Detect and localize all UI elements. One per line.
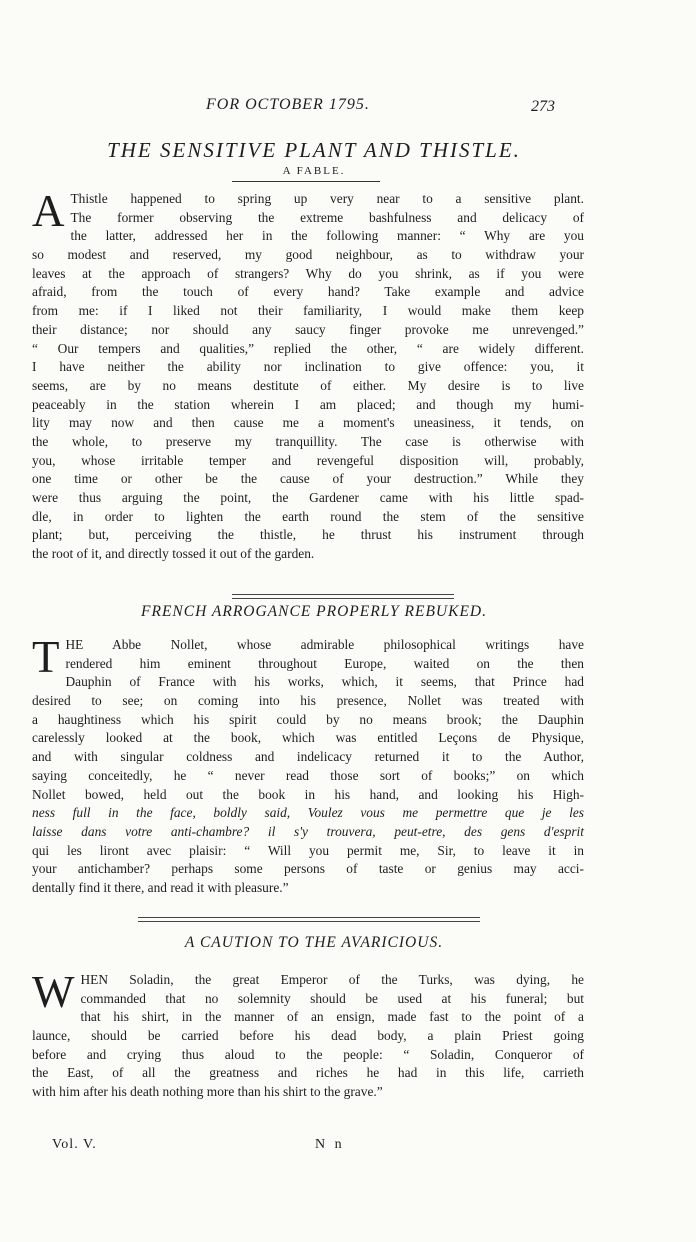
fable-dropcap: A <box>32 186 65 236</box>
fable-line: the root of it, and directly tossed it out of the garden. <box>32 546 315 562</box>
caution-line: launce, should be carried before his dead body, a plain Priest going <box>32 1028 584 1044</box>
arrogance-line: carelessly looked at the book, which was entitled Leçons de Physique, <box>32 730 584 746</box>
section-divider <box>232 594 454 599</box>
fable-line: seems, are by no means destitute of either. My desire is to live <box>32 377 584 393</box>
fable-line: “ Our tempers and qualities,” replied the other, “ are widely different. <box>32 340 584 356</box>
subtitle-rule <box>232 181 380 182</box>
footer-volume: Vol. V. <box>52 1137 97 1152</box>
arrogance-line: and with singular coldness and indelicacy returned it to the Author, <box>32 749 584 765</box>
footer-signature: N n <box>315 1137 345 1152</box>
arrogance-line: ness full in the face, boldly said, Voulez vous me permettre que je les <box>32 805 584 821</box>
fable-line: I have neither the ability nor inclination to give offence: you, it <box>32 359 584 375</box>
caution-line: with him after his death nothing more than his shirt to the grave.” <box>32 1084 383 1100</box>
arrogance-dropcap: T <box>32 632 60 682</box>
fable-line: you, whose irritable temper and revengeful disposition will, probably, <box>32 452 584 468</box>
caution-dropcap: W <box>32 967 75 1017</box>
fable-line: Thistle happened to spring up very near to a sensitive plant. <box>70 191 584 206</box>
fable-line: peaceably in the station wherein I am placed; and though my humi- <box>32 396 584 412</box>
arrogance-line: a haughtiness which his spirit could by no means brook; the Dauphin <box>32 711 584 727</box>
arrogance-line: Nollet bowed, held out the book in his hand, and looking his High- <box>32 786 584 802</box>
fable-line: were thus arguing the point, the Gardener came with his little spad- <box>32 490 584 505</box>
page-number: 273 <box>531 98 555 115</box>
arrogance-line: your antichamber? perhaps some persons of taste or genius may acci- <box>32 861 584 877</box>
running-head: FOR OCTOBER 1795. <box>206 96 370 113</box>
fable-line: plant; but, perceiving the thistle, he thrust his instrument through <box>32 527 584 543</box>
fable-title: THE SENSITIVE PLANT AND THISTLE. <box>107 138 521 162</box>
arrogance-line: saying conceitedly, he “ never read those sort of books;” on which <box>32 767 584 783</box>
fable-line: dle, in order to lighten the earth round the stem of the sensitive <box>32 508 584 524</box>
arrogance-line: qui les liront avec plaisir: “ Will you permit me, Sir, to leave it in <box>32 842 584 858</box>
arrogance-line: dentally find it there, and read it with pleasure.” <box>32 879 289 895</box>
caution-title: A CAUTION TO THE AVARICIOUS. <box>184 934 444 951</box>
section-divider <box>138 917 480 922</box>
caution-line: before and crying thus aloud to the people: “ Soladin, Conqueror of <box>32 1046 584 1062</box>
fable-line: from me: if I liked not their familiarity, I would make them keep <box>32 303 584 319</box>
arrogance-line: Dauphin of France with his works, which, it seems, that Prince had <box>65 674 584 690</box>
fable-body <box>32 186 584 564</box>
caution-line: HEN Soladin, the great Emperor of the Turks, was dying, he <box>80 972 584 987</box>
arrogance-line: HE Abbe Nollet, whose admirable philosophical writings have <box>65 637 584 652</box>
fable-line: leaves at the approach of strangers? Why do you shrink, as if you were <box>32 265 584 281</box>
fable-line: one time or other be the cause of your destruction.” While they <box>32 471 584 487</box>
fable-line: the whole, to preserve my tranquillity. The case is otherwise with <box>32 433 584 449</box>
fable-line: lity may now and then cause me a moment's uneasiness, it tends, on <box>32 415 584 431</box>
caution-line: commanded that no solemnity should be used at his funeral; but <box>80 990 584 1006</box>
arrogance-line: rendered him eminent throughout Europe, waited on the then <box>65 655 584 671</box>
caution-body <box>32 967 584 1102</box>
arrogance-line: laisse dans votre anti-chambre? il s'y trouvera, peut-etre, des gens d'esprit <box>32 823 584 839</box>
fable-line: afraid, from the touch of every hand? Take example and advice <box>32 284 584 300</box>
caution-line: the East, of all the greatness and riches he had in this life, carrieth <box>32 1065 584 1081</box>
fable-subtitle: A FABLE. <box>282 165 346 177</box>
arrogance-line: desired to see; on coming into his presence, Nollet was treated with <box>32 693 584 709</box>
caution-line: that his shirt, in the manner of an ensign, made fast to the point of a <box>80 1009 584 1025</box>
fable-line: so modest and reserved, my good neighbour, as to withdraw your <box>32 247 584 263</box>
fable-line: The former observing the extreme bashfulness and delicacy of <box>70 209 584 225</box>
fable-line: the latter, addressed her in the following manner: “ Why are you <box>70 228 584 244</box>
fable-line: their distance; nor should any saucy finger provoke me unrevenged.” <box>32 321 584 337</box>
arrogance-body <box>32 632 584 898</box>
arrogance-title: FRENCH ARROGANCE PROPERLY REBUKED. <box>141 603 487 620</box>
